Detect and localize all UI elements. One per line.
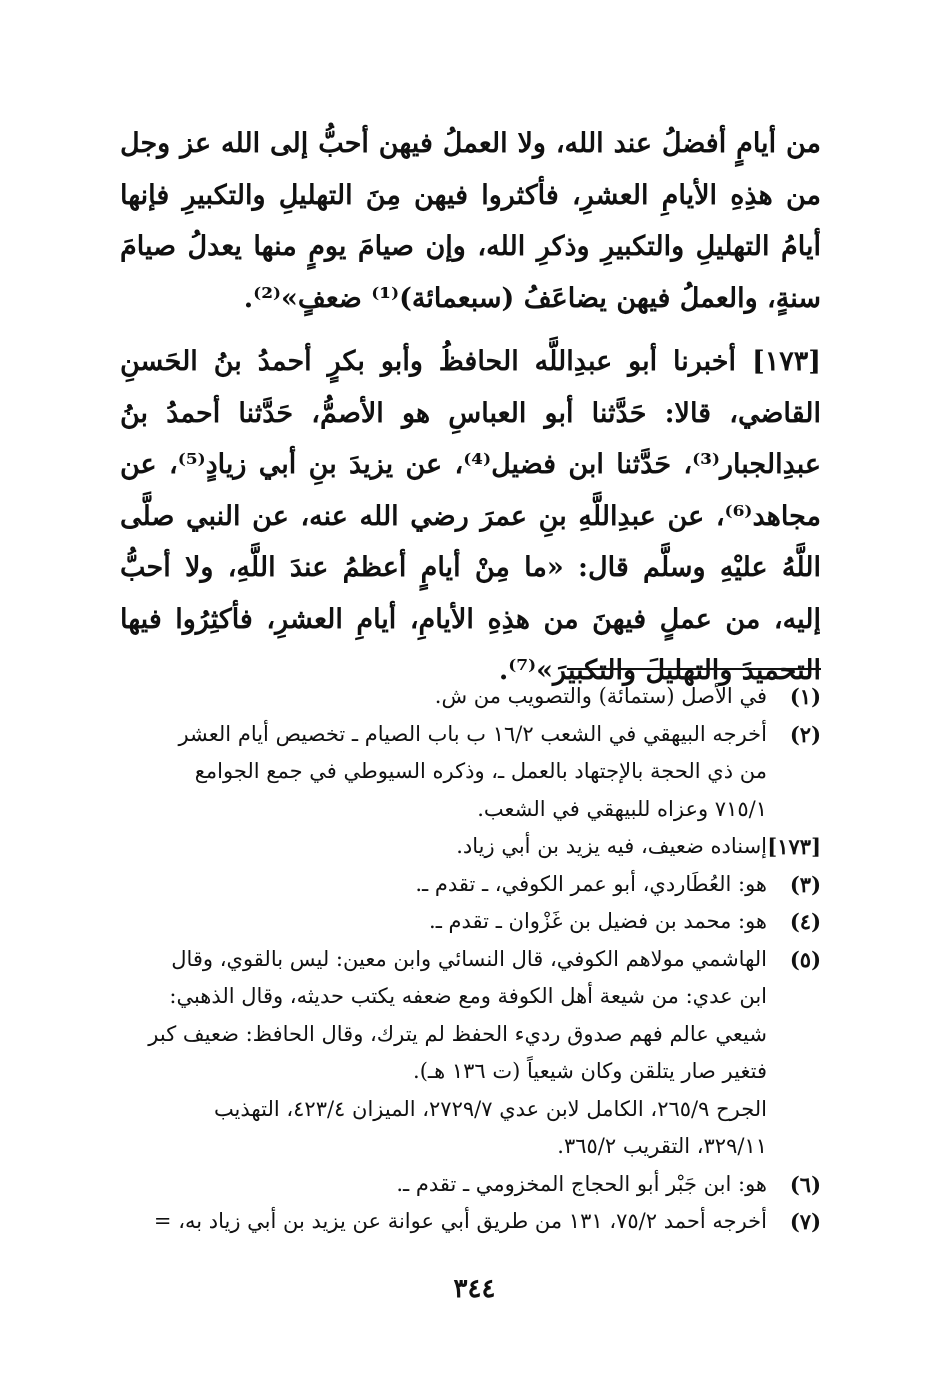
paragraph-hadith-continuation: من أيامٍ أفضلُ عند الله، ولا العملُ فيهن أحبُّ إلى الله عز وجل من هذِهِ الأيامِ العشرِ، فأكثروا فيهن مِنَ التهليلِ والتكبيرِ فإنها أيامُ التهليلِ والتكبيرِ وذكرِ الله، وإن صيامَ يومٍ منها يعدلُ صيامَ سنةٍ، والعملُ فيهن يضاعَفُ (سبعمائة)⁽¹⁾ ضعفٍ»⁽²⁾. [120,128,821,314]
footnote-line: فتغير صار يتلقن وكان شيعياً (ت ١٣٦ هـ). [413,1059,767,1083]
hadith-number: [١٧٣] [751,346,822,377]
footnote-line: من ذي الحجة بالإجتهاد بالعمل ـ، وذكره السيوطي في جمع الجوامع [194,759,767,783]
footnote-text: هو: محمد بن فضيل بن غَزْوان ـ تقدم ـ. [429,909,767,933]
footnote-line: ابن عدي: من شيعة أهل الكوفة ومع ضعفه يكتب حديثه، وقال الذهبي: [169,984,767,1008]
footnote-3 [120,866,821,904]
footnote-number: [١٧٣] [767,834,821,859]
footnote-line: ٧١٥/١ وعزاه للبيهقي في الشعب. [477,796,767,821]
footnote-7 [120,1203,821,1241]
footnote-line: شيعي عالم فهم صدوق رديء الحفظ لم يترك، وقال الحافظ: ضعيف كبر [148,1021,767,1046]
footnote-number: (١) [789,684,821,709]
page-number: ٣٤٤ [453,1274,496,1304]
footnote-text: هو: ابن جَبْر أبو الحجاج المخزومي ـ تقدم ـ. [396,1171,767,1196]
footnote-number: (٢) [789,721,821,747]
footnote-line: ٣٢٩/١١، التقريب ٣٦٥/٢. [557,1134,767,1158]
footnotes [120,678,821,1241]
footnote-separator [567,668,821,670]
footnote-text [120,716,767,829]
footnote-1 [120,678,821,716]
footnote-text: إسناده ضعيف، فيه يزيد بن أبي زياد. [456,834,767,858]
footnote-text: في الأصل (ستمائة) والتصويب من ش. [434,684,767,708]
footnote-text: هو: العُطَاردي، أبو عمر الكوفي، ـ تقدم ـ. [415,871,767,896]
footnote-4 [120,903,821,941]
footnote-text: أخرجه أحمد ٧٥/٢، ١٣١ من طريق أبي عوانة عن يزيد بن أبي زياد به، = [153,1209,767,1233]
footnote-5 [120,941,821,1166]
footnote-line: الجرح ٢٦٥/٩، الكامل لابن عدي ٢٧٢٩/٧، الميزان ٤٢٣/٤، التهذيب [213,1096,767,1121]
footnote-2 [120,716,821,829]
hadith-text: أخبرنا أبو عبدِاللَّه الحافظُ وأبو بكرٍ أحمدُ بنُ الحَسنِ القاضي، قالا: حَدَّثنا أبو العباسِ هو الأصمُّ، حَدَّثنا أحمدُ بنُ عبدِالجبار⁽³⁾، حَدَّثنا ابن فضيل⁽⁴⁾، عن يزيدَ بنِ أبي زيادٍ⁽⁵⁾، عن مجاهد⁽⁶⁾، عن عبدِاللَّهِ بنِ عمرَ رضي الله عنه، عن النبي صلَّى اللَّهُ عليْهِ وسلَّم قال: «ما مِنْ أيامٍ أعظمُ عندَ اللَّهِ، ولا أحبُّ إليه، من عملٍ فيهنَ من هذِهِ الأيامِ، أيامِ العشرِ، فأكثِرُوا فيها التحميدَ والتهليلَ والتكبيرَ»⁽⁷⁾. [120,346,821,686]
paragraph-hadith-173 [120,336,821,697]
footnote-line: أخرجه البيهقي في الشعب ١٦/٢ ب باب الصيام ـ تخصيص أيام العشر [178,721,767,746]
main-text [120,118,821,697]
footnote-number: (٦) [789,1171,821,1197]
footnote-line: الهاشمي مولاهم الكوفي، قال النسائي وابن معين: ليس بالقوي، وقال [171,946,767,971]
footnote-number: (٤) [789,909,821,934]
footnote-6 [120,1166,821,1204]
footnote-number: (٣) [789,871,821,897]
footnote-number: (٧) [789,1209,821,1234]
footnote-number: (٥) [789,946,821,972]
footnote-text [120,941,767,1166]
note-173 [120,828,821,866]
